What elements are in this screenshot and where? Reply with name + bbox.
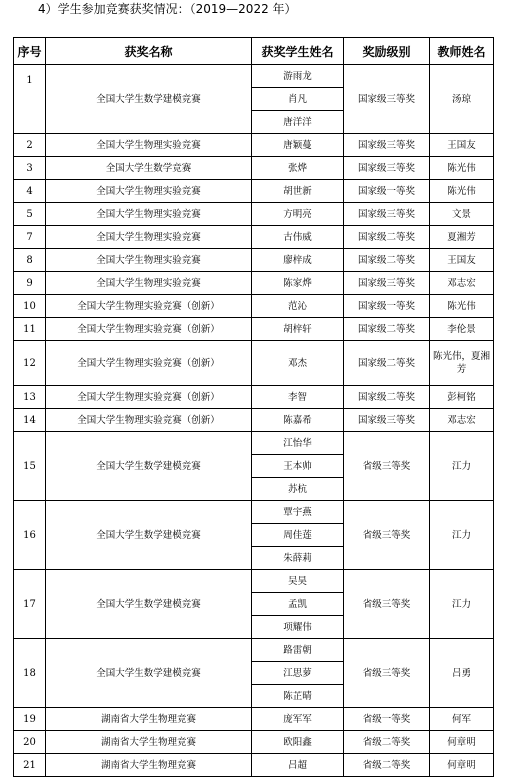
award-name: 全国大学生数学建模竞赛	[46, 65, 252, 134]
table-row	[14, 272, 494, 295]
row-number: 14	[14, 409, 46, 432]
teacher-name: 文景	[430, 203, 494, 226]
award-level: 国家级二等奖	[344, 226, 430, 249]
award-level: 省级三等奖	[344, 501, 430, 570]
row-number: 13	[14, 386, 46, 409]
student-name: 路雷朝	[252, 639, 344, 662]
student-name: 邓杰	[252, 341, 344, 386]
teacher-name: 夏湘芳	[430, 226, 494, 249]
header-cell: 序号	[14, 38, 46, 65]
award-level: 省级三等奖	[344, 432, 430, 501]
award-name: 湖南省大学生物理竞赛	[46, 708, 252, 731]
award-name: 湖南省大学生物理竞赛	[46, 754, 252, 777]
teacher-name: 李伦景	[430, 318, 494, 341]
awards-table	[13, 37, 494, 777]
row-number: 17	[14, 570, 46, 639]
row-number: 10	[14, 295, 46, 318]
teacher-name: 何章明	[430, 731, 494, 754]
student-name: 肖凡	[252, 88, 344, 111]
row-number: 4	[14, 180, 46, 203]
award-name: 全国大学生物理实验竞赛（创新）	[46, 318, 252, 341]
student-name: 陈嘉希	[252, 409, 344, 432]
award-name: 湖南省大学生物理竞赛	[46, 731, 252, 754]
student-name: 唐洋洋	[252, 111, 344, 134]
award-name: 全国大学生物理实验竞赛（创新）	[46, 295, 252, 318]
award-level: 国家级二等奖	[344, 249, 430, 272]
table-row	[14, 341, 494, 386]
table-row	[14, 295, 494, 318]
award-level: 省级二等奖	[344, 731, 430, 754]
student-name: 唐颖蔓	[252, 134, 344, 157]
award-level: 国家级三等奖	[344, 157, 430, 180]
row-number: 18	[14, 639, 46, 708]
award-level: 国家级一等奖	[344, 180, 430, 203]
student-name: 江怡华	[252, 432, 344, 455]
table-body	[14, 65, 494, 777]
teacher-name: 王国友	[430, 134, 494, 157]
student-name: 江思萝	[252, 662, 344, 685]
award-name: 全国大学生数学建模竞赛	[46, 432, 252, 501]
teacher-name: 彭柯铭	[430, 386, 494, 409]
award-name: 全国大学生物理实验竞赛（创新）	[46, 409, 252, 432]
award-level: 国家级三等奖	[344, 65, 430, 134]
teacher-name: 江力	[430, 501, 494, 570]
student-name: 游雨龙	[252, 65, 344, 88]
table-row	[14, 708, 494, 731]
teacher-name: 邓志宏	[430, 272, 494, 295]
award-level: 省级三等奖	[344, 639, 430, 708]
header-cell: 教师姓名	[430, 38, 494, 65]
row-number: 7	[14, 226, 46, 249]
student-name: 项耀伟	[252, 616, 344, 639]
student-name: 陈芷晴	[252, 685, 344, 708]
award-name: 全国大学生物理实验竞赛	[46, 203, 252, 226]
award-name: 全国大学生物理实验竞赛	[46, 180, 252, 203]
row-number: 21	[14, 754, 46, 777]
award-name: 全国大学生物理实验竞赛（创新）	[46, 386, 252, 409]
student-name: 古伟威	[252, 226, 344, 249]
table-row	[14, 639, 494, 662]
teacher-name: 邓志宏	[430, 409, 494, 432]
student-name: 王本帅	[252, 455, 344, 478]
award-name: 全国大学生物理实验竞赛	[46, 249, 252, 272]
header-cell: 奖励级别	[344, 38, 430, 65]
teacher-name: 汤琼	[430, 65, 494, 134]
student-name: 廖梓成	[252, 249, 344, 272]
table-row	[14, 249, 494, 272]
table-row	[14, 180, 494, 203]
table-row	[14, 731, 494, 754]
table-row	[14, 754, 494, 777]
teacher-name: 王国友	[430, 249, 494, 272]
award-name: 全国大学生数学竞赛	[46, 157, 252, 180]
teacher-name: 陈光伟	[430, 180, 494, 203]
header-cell: 获奖名称	[46, 38, 252, 65]
student-name: 孟凯	[252, 593, 344, 616]
row-number: 11	[14, 318, 46, 341]
award-level: 国家级一等奖	[344, 295, 430, 318]
row-number: 8	[14, 249, 46, 272]
student-name: 周佳莲	[252, 524, 344, 547]
row-number: 2	[14, 134, 46, 157]
student-name: 吴昊	[252, 570, 344, 593]
row-number: 5	[14, 203, 46, 226]
teacher-name: 江力	[430, 570, 494, 639]
student-name: 李智	[252, 386, 344, 409]
award-level: 国家级三等奖	[344, 272, 430, 295]
student-name: 庞军军	[252, 708, 344, 731]
header-row	[14, 38, 494, 65]
award-level: 国家级二等奖	[344, 341, 430, 386]
teacher-name: 何章明	[430, 754, 494, 777]
award-name: 全国大学生物理实验竞赛（创新）	[46, 341, 252, 386]
table-row	[14, 203, 494, 226]
award-level: 省级二等奖	[344, 754, 430, 777]
table-row	[14, 432, 494, 455]
table-row	[14, 386, 494, 409]
student-name: 朱薛莉	[252, 547, 344, 570]
student-name: 方明亮	[252, 203, 344, 226]
row-number: 3	[14, 157, 46, 180]
award-level: 国家级二等奖	[344, 386, 430, 409]
row-number: 19	[14, 708, 46, 731]
row-number: 9	[14, 272, 46, 295]
row-number: 20	[14, 731, 46, 754]
table-row	[14, 226, 494, 249]
table-row	[14, 65, 494, 88]
student-name: 吕超	[252, 754, 344, 777]
student-name: 张烨	[252, 157, 344, 180]
award-level: 国家级二等奖	[344, 318, 430, 341]
table-row	[14, 157, 494, 180]
award-name: 全国大学生数学建模竞赛	[46, 570, 252, 639]
student-name: 胡世新	[252, 180, 344, 203]
award-level: 省级一等奖	[344, 708, 430, 731]
table-row	[14, 409, 494, 432]
row-number: 12	[14, 341, 46, 386]
teacher-name: 何军	[430, 708, 494, 731]
award-name: 全国大学生物理实验竞赛	[46, 272, 252, 295]
table-row	[14, 318, 494, 341]
award-name: 全国大学生物理实验竞赛	[46, 134, 252, 157]
row-number: 15	[14, 432, 46, 501]
table-row	[14, 501, 494, 524]
award-level: 国家级三等奖	[344, 409, 430, 432]
student-name: 范沁	[252, 295, 344, 318]
award-name: 全国大学生数学建模竞赛	[46, 639, 252, 708]
student-name: 欧阳鑫	[252, 731, 344, 754]
student-name: 胡梓轩	[252, 318, 344, 341]
row-number: 16	[14, 501, 46, 570]
table-row	[14, 570, 494, 593]
award-level: 国家级三等奖	[344, 203, 430, 226]
section-heading: 4）学生参加竞赛获奖情况：（2019—2022 年）	[38, 2, 297, 16]
header-cell: 获奖学生姓名	[252, 38, 344, 65]
student-name: 覃宇燕	[252, 501, 344, 524]
row-number: 1	[14, 65, 46, 134]
student-name: 苏杭	[252, 478, 344, 501]
student-name: 陈家烨	[252, 272, 344, 295]
teacher-name: 江力	[430, 432, 494, 501]
teacher-name: 吕勇	[430, 639, 494, 708]
teacher-name: 陈光伟，夏湘芳	[430, 341, 494, 386]
teacher-name: 陈光伟	[430, 295, 494, 318]
award-level: 省级三等奖	[344, 570, 430, 639]
teacher-name: 陈光伟	[430, 157, 494, 180]
award-level: 国家级三等奖	[344, 134, 430, 157]
table-row	[14, 134, 494, 157]
award-name: 全国大学生物理实验竞赛	[46, 226, 252, 249]
award-name: 全国大学生数学建模竞赛	[46, 501, 252, 570]
